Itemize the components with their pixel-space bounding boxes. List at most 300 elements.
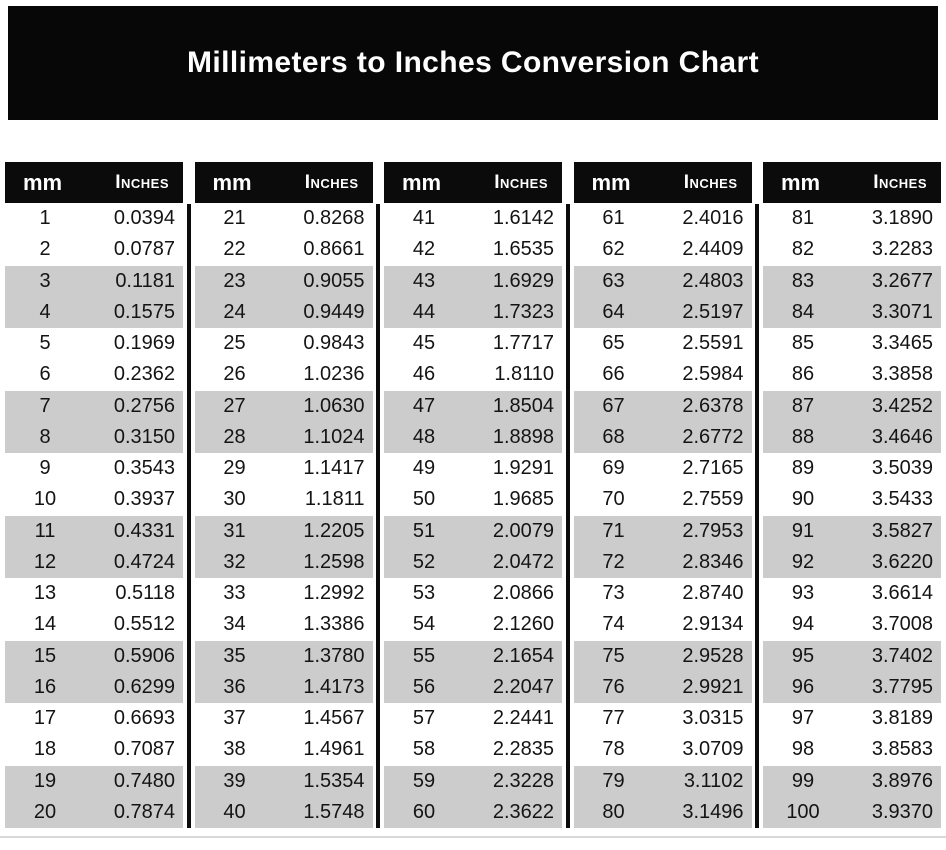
- table-body: [384, 203, 562, 828]
- table-row: [195, 453, 373, 484]
- mm-value: 66: [602, 363, 625, 386]
- table-row: [574, 203, 752, 234]
- inches-value: 0.3937: [113, 488, 175, 511]
- inches-value: 0.5512: [113, 613, 175, 636]
- table-row: [195, 516, 373, 547]
- mm-value: 80: [602, 800, 625, 823]
- mm-value: 1: [39, 207, 51, 230]
- inches-value: 3.2283: [871, 238, 933, 261]
- table-row: [5, 328, 183, 359]
- mm-value: 74: [602, 613, 625, 636]
- mm-value: 71: [602, 519, 625, 542]
- inches-value: 1.1417: [303, 457, 365, 480]
- inches-value: 0.8268: [303, 207, 365, 230]
- mm-value: 59: [412, 769, 436, 792]
- column-divider: [187, 204, 191, 828]
- inches-value: 1.6535: [492, 238, 554, 261]
- table-row: [574, 297, 752, 328]
- mm-value: 51: [412, 519, 436, 542]
- mm-value: 5: [39, 332, 51, 355]
- mm-value: 2: [39, 238, 51, 261]
- table-row: [5, 672, 183, 703]
- table-row: [384, 797, 562, 828]
- mm-value: 33: [223, 582, 246, 605]
- table-row: [763, 703, 941, 734]
- table-row: [195, 734, 373, 765]
- conversion-table-2: [195, 162, 373, 828]
- inches-value: 1.2205: [303, 519, 365, 542]
- inches-value: 0.6299: [113, 675, 175, 698]
- mm-value: 8: [39, 425, 51, 448]
- table-row: [574, 797, 752, 828]
- table-header: [574, 162, 752, 203]
- table-row: [763, 484, 941, 515]
- title-bar: [8, 6, 938, 120]
- table-row: [574, 547, 752, 578]
- table-row: [574, 609, 752, 640]
- inches-value: 1.8110: [494, 363, 554, 386]
- table-row: [5, 578, 183, 609]
- inches-value: 2.7165: [682, 457, 744, 480]
- table-row: [195, 547, 373, 578]
- inches-value: 2.6772: [682, 425, 744, 448]
- inches-value: 1.6929: [492, 269, 554, 292]
- mm-header-label: mm: [212, 169, 252, 195]
- table-row: [763, 422, 941, 453]
- inches-value: 1.9685: [492, 488, 554, 511]
- inches-value: 1.9291: [492, 457, 554, 480]
- table-row: [195, 797, 373, 828]
- inches-value: 3.3858: [871, 363, 933, 386]
- inches-header-label: Inches: [873, 171, 927, 193]
- table-row: [195, 578, 373, 609]
- table-row: [384, 734, 562, 765]
- inches-value: 2.6378: [682, 394, 744, 417]
- mm-value: 76: [602, 675, 625, 698]
- table-row: [574, 734, 752, 765]
- table-row: [195, 234, 373, 265]
- inches-value: 0.1969: [113, 332, 175, 355]
- inches-value: 2.4803: [682, 269, 744, 292]
- table-row: [763, 391, 941, 422]
- table-row: [384, 672, 562, 703]
- inches-value: 3.3071: [871, 300, 933, 323]
- mm-value: 97: [791, 707, 815, 730]
- mm-value: 12: [33, 550, 57, 573]
- inches-value: 2.9921: [682, 675, 744, 698]
- inches-value: 0.7480: [113, 769, 175, 792]
- conversion-tables: [0, 162, 946, 828]
- mm-value: 83: [791, 269, 815, 292]
- table-row: [195, 391, 373, 422]
- table-row: [384, 359, 562, 390]
- table-row: [5, 641, 183, 672]
- inches-value: 0.1181: [115, 269, 175, 292]
- table-row: [5, 453, 183, 484]
- inches-value: 1.3780: [303, 644, 365, 667]
- mm-value: 27: [223, 394, 246, 417]
- column-divider: [376, 204, 380, 828]
- inches-value: 3.1496: [682, 800, 744, 823]
- mm-value: 81: [791, 207, 815, 230]
- table-row: [5, 203, 183, 234]
- table-row: [384, 453, 562, 484]
- table-row: [763, 234, 941, 265]
- mm-value: 77: [602, 707, 625, 730]
- inches-value: 0.7087: [113, 738, 175, 761]
- mm-value: 95: [791, 644, 815, 667]
- table-row: [384, 328, 562, 359]
- mm-value: 41: [412, 207, 436, 230]
- inches-value: 3.5827: [871, 519, 933, 542]
- mm-value: 75: [602, 644, 625, 667]
- table-row: [763, 641, 941, 672]
- table-row: [195, 484, 373, 515]
- table-row: [763, 578, 941, 609]
- mm-value: 65: [602, 332, 625, 355]
- table-row: [574, 766, 752, 797]
- conversion-table-3: [384, 162, 562, 828]
- mm-value: 53: [412, 582, 436, 605]
- table-row: [574, 703, 752, 734]
- table-header: [384, 162, 562, 203]
- inches-value: 1.2992: [303, 582, 365, 605]
- table-row: [5, 484, 183, 515]
- table-row: [763, 266, 941, 297]
- mm-value: 10: [33, 488, 57, 511]
- mm-value: 49: [412, 457, 436, 480]
- table-row: [5, 422, 183, 453]
- table-row: [384, 484, 562, 515]
- mm-value: 37: [223, 707, 246, 730]
- mm-value: 45: [412, 332, 436, 355]
- mm-value: 46: [412, 363, 436, 386]
- inches-value: 3.7402: [871, 644, 933, 667]
- inches-value: 1.4961: [303, 738, 365, 761]
- inches-value: 1.6142: [492, 207, 554, 230]
- table-row: [5, 359, 183, 390]
- table-row: [384, 703, 562, 734]
- inches-value: 2.9528: [682, 644, 744, 667]
- mm-value: 98: [791, 738, 815, 761]
- inches-value: 0.0787: [113, 238, 175, 261]
- inches-value: 3.1890: [871, 207, 933, 230]
- table-row: [195, 766, 373, 797]
- inches-value: 0.2362: [113, 363, 175, 386]
- inches-value: 0.9843: [303, 332, 365, 355]
- inches-value: 3.2677: [871, 269, 933, 292]
- mm-value: 93: [791, 582, 815, 605]
- inches-value: 2.2441: [492, 707, 554, 730]
- inches-value: 1.2598: [303, 550, 365, 573]
- mm-value: 91: [791, 519, 815, 542]
- mm-value: 29: [223, 457, 246, 480]
- table-row: [195, 609, 373, 640]
- table-row: [574, 266, 752, 297]
- conversion-table-4: [574, 162, 752, 828]
- inches-value: 3.8583: [871, 738, 933, 761]
- inches-value: 3.3465: [871, 332, 933, 355]
- mm-value: 44: [412, 300, 436, 323]
- table-row: [195, 641, 373, 672]
- conversion-table-5: [763, 162, 941, 828]
- inches-value: 1.4567: [303, 707, 365, 730]
- mm-value: 89: [791, 457, 815, 480]
- mm-value: 24: [223, 300, 246, 323]
- inches-header-label: Inches: [115, 171, 169, 193]
- mm-header-label: mm: [781, 169, 821, 195]
- table-row: [5, 266, 183, 297]
- mm-value: 70: [602, 488, 625, 511]
- mm-value: 20: [33, 800, 57, 823]
- table-row: [5, 234, 183, 265]
- inches-value: 2.8740: [682, 582, 744, 605]
- mm-value: 15: [33, 644, 57, 667]
- table-row: [5, 297, 183, 328]
- mm-value: 4: [39, 300, 51, 323]
- mm-value: 73: [602, 582, 625, 605]
- table-row: [384, 203, 562, 234]
- table-row: [5, 734, 183, 765]
- inches-value: 2.8346: [682, 550, 744, 573]
- mm-value: 57: [412, 707, 436, 730]
- inches-value: 0.1575: [113, 300, 175, 323]
- table-row: [5, 766, 183, 797]
- mm-value: 30: [223, 488, 246, 511]
- table-row: [763, 453, 941, 484]
- table-row: [574, 516, 752, 547]
- inches-value: 3.6614: [871, 582, 933, 605]
- table-row: [195, 703, 373, 734]
- table-row: [574, 578, 752, 609]
- inches-value: 3.0315: [682, 707, 744, 730]
- table-body: [574, 203, 752, 828]
- table-row: [763, 547, 941, 578]
- mm-value: 18: [33, 738, 57, 761]
- mm-value: 26: [223, 363, 246, 386]
- mm-value: 6: [39, 363, 51, 386]
- inches-value: 2.2047: [492, 675, 554, 698]
- table-row: [574, 328, 752, 359]
- mm-value: 3: [39, 269, 51, 292]
- table-row: [763, 516, 941, 547]
- inches-value: 0.9449: [303, 300, 365, 323]
- table-row: [574, 641, 752, 672]
- table-row: [574, 391, 752, 422]
- table-row: [384, 391, 562, 422]
- inches-value: 1.7323: [492, 300, 554, 323]
- inches-value: 2.3228: [492, 769, 554, 792]
- table-row: [195, 422, 373, 453]
- table-row: [763, 359, 941, 390]
- table-header: [763, 162, 941, 203]
- inches-value: 2.2835: [492, 738, 554, 761]
- inches-value: 2.0866: [492, 582, 554, 605]
- mm-value: 67: [602, 394, 625, 417]
- mm-value: 39: [223, 769, 246, 792]
- table-header: [5, 162, 183, 203]
- mm-value: 94: [791, 613, 815, 636]
- inches-value: 3.1102: [683, 769, 744, 792]
- inches-value: 3.5433: [871, 488, 933, 511]
- mm-value: 54: [412, 613, 436, 636]
- inches-value: 1.5354: [303, 769, 365, 792]
- mm-value: 90: [791, 488, 815, 511]
- mm-value: 86: [791, 363, 815, 386]
- inches-value: 0.5906: [113, 644, 175, 667]
- inches-value: 3.5039: [871, 457, 933, 480]
- mm-value: 72: [602, 550, 625, 573]
- mm-value: 82: [791, 238, 815, 261]
- table-body: [763, 203, 941, 828]
- table-row: [384, 609, 562, 640]
- mm-value: 58: [412, 738, 436, 761]
- inches-value: 2.1260: [492, 613, 554, 636]
- mm-value: 34: [223, 613, 246, 636]
- inches-value: 2.5591: [682, 332, 744, 355]
- inches-header-label: Inches: [304, 171, 359, 193]
- table-row: [195, 328, 373, 359]
- mm-value: 50: [412, 488, 436, 511]
- table-row: [574, 234, 752, 265]
- inches-value: 0.4331: [113, 519, 175, 542]
- table-row: [763, 328, 941, 359]
- table-row: [5, 797, 183, 828]
- table-row: [763, 734, 941, 765]
- table-row: [195, 672, 373, 703]
- table-row: [384, 234, 562, 265]
- mm-value: 52: [412, 550, 436, 573]
- mm-value: 17: [33, 707, 57, 730]
- table-row: [384, 547, 562, 578]
- column-divider: [755, 204, 759, 828]
- mm-value: 64: [602, 300, 625, 323]
- inches-value: 0.5118: [115, 582, 175, 605]
- table-row: [384, 266, 562, 297]
- mm-value: 11: [34, 519, 56, 542]
- mm-value: 9: [39, 457, 51, 480]
- mm-value: 19: [33, 769, 57, 792]
- table-row: [574, 484, 752, 515]
- bottom-rule: [0, 836, 946, 838]
- mm-value: 78: [602, 738, 625, 761]
- mm-value: 56: [412, 675, 436, 698]
- table-row: [574, 422, 752, 453]
- inches-value: 2.4016: [682, 207, 744, 230]
- inches-value: 3.6220: [871, 550, 933, 573]
- table-body: [5, 203, 183, 828]
- mm-value: 28: [223, 425, 246, 448]
- column-divider: [566, 204, 570, 828]
- inches-value: 0.9055: [303, 269, 365, 292]
- mm-value: 42: [412, 238, 436, 261]
- table-row: [574, 359, 752, 390]
- mm-value: 63: [602, 269, 625, 292]
- table-header: [195, 162, 373, 203]
- table-row: [384, 766, 562, 797]
- table-row: [763, 609, 941, 640]
- mm-value: 35: [223, 644, 246, 667]
- table-row: [763, 766, 941, 797]
- mm-value: 48: [412, 425, 436, 448]
- inches-value: 1.1024: [303, 425, 365, 448]
- inches-value: 1.0236: [303, 363, 365, 386]
- table-row: [195, 266, 373, 297]
- mm-value: 87: [791, 394, 815, 417]
- inches-value: 2.1654: [492, 644, 554, 667]
- inches-value: 0.0394: [113, 207, 175, 230]
- table-row: [384, 297, 562, 328]
- mm-value: 68: [602, 425, 625, 448]
- mm-value: 55: [412, 644, 436, 667]
- mm-value: 69: [602, 457, 625, 480]
- inches-value: 3.7795: [871, 675, 933, 698]
- mm-header-label: mm: [402, 169, 442, 195]
- inches-value: 2.0079: [492, 519, 554, 542]
- inches-value: 1.3386: [303, 613, 365, 636]
- inches-value: 2.4409: [682, 238, 744, 261]
- mm-value: 92: [791, 550, 815, 573]
- mm-value: 99: [791, 769, 815, 792]
- inches-value: 3.8976: [871, 769, 933, 792]
- inches-value: 0.6693: [113, 707, 175, 730]
- table-row: [195, 297, 373, 328]
- table-body: [195, 203, 373, 828]
- inches-value: 1.7717: [492, 332, 554, 355]
- table-row: [763, 797, 941, 828]
- inches-value: 1.0630: [303, 394, 365, 417]
- mm-value: 16: [33, 675, 57, 698]
- inches-value: 1.8504: [492, 394, 554, 417]
- table-row: [384, 641, 562, 672]
- table-row: [195, 203, 373, 234]
- inches-value: 1.4173: [303, 675, 365, 698]
- table-row: [5, 547, 183, 578]
- table-row: [5, 516, 183, 547]
- table-row: [384, 422, 562, 453]
- mm-value: 21: [223, 207, 246, 230]
- mm-value: 38: [223, 738, 246, 761]
- table-row: [384, 578, 562, 609]
- mm-value: 25: [223, 332, 246, 355]
- page-title: Millimeters to Inches Conversion Chart: [187, 46, 759, 79]
- table-row: [763, 297, 941, 328]
- conversion-table-1: [5, 162, 183, 828]
- mm-value: 60: [412, 800, 436, 823]
- inches-value: 3.4252: [871, 394, 933, 417]
- mm-value: 61: [602, 207, 625, 230]
- inches-value: 2.5984: [682, 363, 744, 386]
- inches-value: 0.3150: [113, 425, 175, 448]
- table-row: [574, 672, 752, 703]
- table-row: [5, 703, 183, 734]
- mm-value: 47: [412, 394, 436, 417]
- mm-header-label: mm: [591, 169, 631, 195]
- mm-header-label: mm: [23, 169, 63, 195]
- inches-value: 0.3543: [113, 457, 175, 480]
- inches-value: 0.2756: [113, 394, 175, 417]
- table-row: [5, 391, 183, 422]
- inches-value: 3.0709: [682, 738, 744, 761]
- mm-value: 14: [33, 613, 57, 636]
- inches-value: 3.7008: [871, 613, 933, 636]
- table-row: [574, 453, 752, 484]
- inches-value: 1.1811: [304, 488, 365, 511]
- inches-value: 2.0472: [492, 550, 554, 573]
- inches-value: 2.3622: [492, 800, 554, 823]
- mm-value: 13: [33, 582, 57, 605]
- inches-value: 2.7953: [682, 519, 744, 542]
